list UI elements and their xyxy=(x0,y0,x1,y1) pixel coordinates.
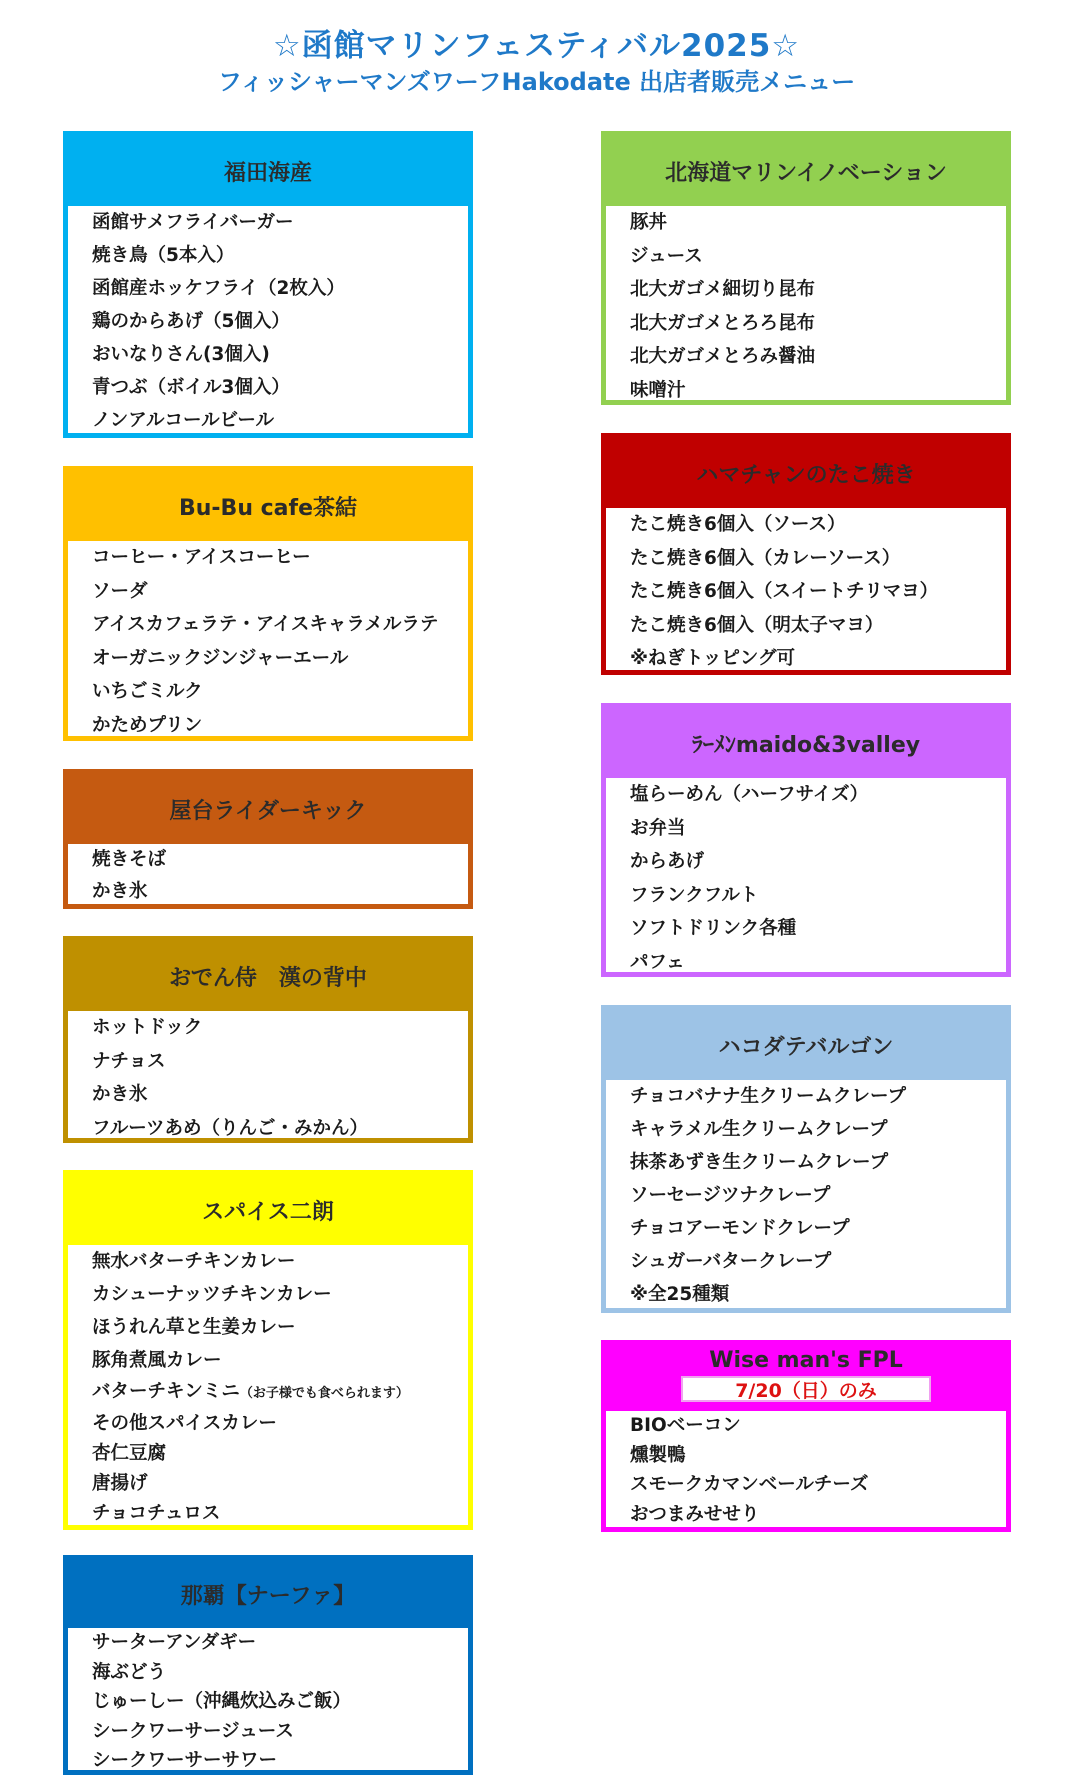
menu-item: 青つぶ（ボイル3個入） xyxy=(92,377,290,398)
menu-item: じゅーしー（沖縄炊込みご飯） xyxy=(92,1691,352,1712)
menu-item: 味噌汁 xyxy=(630,379,686,401)
vendor-yatai xyxy=(63,769,473,909)
vendor-fukuda xyxy=(63,131,473,438)
menu-item: 北大ガゴメとろみ醤油 xyxy=(630,346,816,367)
vendor-hakodate-menu xyxy=(606,1080,1006,1311)
menu-item: たこ焼き6個入（カレーソース） xyxy=(630,547,901,569)
menu-item: シークワーサージュース xyxy=(92,1720,294,1742)
vendor-oden-menu xyxy=(68,1011,468,1145)
menu-item: ほうれん草と生姜カレー xyxy=(92,1317,296,1338)
menu-item: チョコバナナ生クリームクレープ xyxy=(630,1086,907,1107)
menu-item: 豚丼 xyxy=(630,212,668,233)
vendor-wise-title: Wise man's FPL xyxy=(709,1348,903,1373)
menu-item xyxy=(92,1377,468,1409)
menu-item: からあげ xyxy=(630,851,705,872)
vendor-fukuda-menu xyxy=(68,206,468,437)
vendor-wise-date-note: 7/20（日）のみ xyxy=(681,1376,931,1402)
vendor-hama xyxy=(601,433,1011,675)
menu-item: 北大ガゴメ細切り昆布 xyxy=(630,279,816,300)
vendor-hama-header: ハマチャンのたこ焼き xyxy=(606,438,1006,508)
vendor-hokkaido-header: 北海道マリンイノベーション xyxy=(606,136,1006,206)
vendor-naha xyxy=(63,1555,473,1775)
menu-item: 焼きそば xyxy=(92,849,167,870)
vendor-spice-menu xyxy=(68,1245,468,1529)
vendor-hokkaido-menu xyxy=(606,206,1006,407)
menu-item: ソフトドリンク各種 xyxy=(630,918,797,939)
menu-item: BIOベーコン xyxy=(630,1415,741,1436)
vendor-ramen-header: ﾗｰﾒﾝmaido&3valley xyxy=(606,708,1006,778)
menu-item: おつまみせせり xyxy=(630,1503,760,1525)
menu-item: 燻製鴨 xyxy=(630,1444,686,1466)
vendor-oden xyxy=(63,936,473,1143)
menu-item: チョコアーモンドクレープ xyxy=(630,1218,850,1239)
menu-item: おいなりさん(3個入) xyxy=(92,344,270,365)
vendor-hakodate xyxy=(601,1005,1011,1313)
vendor-hama-menu xyxy=(606,508,1006,676)
vendor-naha-menu xyxy=(68,1628,468,1776)
menu-item: シークワーサーサワー xyxy=(92,1750,278,1771)
vendor-fukuda-header: 福田海産 xyxy=(68,136,468,206)
vendor-wise-header xyxy=(606,1345,1006,1411)
menu-item: 焼き鳥（5本入） xyxy=(92,245,235,266)
menu-item: 抹茶あずき生クリームクレープ xyxy=(630,1152,889,1173)
vendor-wise xyxy=(601,1340,1011,1532)
menu-item: サーターアンダギー xyxy=(92,1632,257,1653)
page-subtitle: フィッシャーマンズワーフHakodate 出店者販売メニュー xyxy=(217,68,856,96)
vendor-spice xyxy=(63,1170,473,1530)
menu-item: たこ焼き6個入（スイートチリマヨ） xyxy=(630,581,939,602)
menu-item: アイスカフェラテ・アイスキャラメルラテ xyxy=(92,614,439,635)
menu-item: ※全25種類 xyxy=(630,1284,730,1305)
menu-item: 豚角煮風カレー xyxy=(92,1350,222,1371)
menu-item: お弁当 xyxy=(630,817,686,839)
menu-item: いちごミルク xyxy=(92,681,203,702)
menu-item: フランクフルト xyxy=(630,884,759,906)
vendor-hokkaido xyxy=(601,131,1011,405)
menu-item: ナチョス xyxy=(92,1050,166,1072)
menu-item: チョコチュロス xyxy=(92,1503,221,1524)
menu-item: たこ焼き6個入（ソース） xyxy=(630,514,846,535)
menu-item: 北大ガゴメとろろ昆布 xyxy=(630,312,816,334)
menu-item: 唐揚げ xyxy=(92,1473,148,1494)
menu-item: フルーツあめ（りんご・みかん） xyxy=(92,1117,369,1139)
menu-item: キャラメル生クリームクレープ xyxy=(630,1119,888,1140)
vendor-oden-header: おでん侍 漢の背中 xyxy=(68,941,468,1011)
menu-item: その他スパイスカレー xyxy=(92,1413,277,1434)
menu-item: カシューナッツチキンカレー xyxy=(92,1284,332,1305)
vendor-naha-header: 那覇【ナーファ】 xyxy=(68,1560,468,1628)
vendor-yatai-menu xyxy=(68,844,468,908)
vendor-yatai-header: 屋台ライダーキック xyxy=(68,774,468,844)
menu-item: 塩らーめん（ハーフサイズ） xyxy=(630,784,869,805)
menu-item: 杏仁豆腐 xyxy=(92,1443,167,1464)
menu-item: かき氷 xyxy=(92,881,148,902)
menu-item: 鶏のからあげ（5個入） xyxy=(92,311,290,332)
menu-item: ノンアルコールビール xyxy=(92,410,275,431)
menu-item: かためプリン xyxy=(92,714,203,736)
vendor-bubu-menu xyxy=(68,541,468,742)
vendor-ramen-menu xyxy=(606,778,1006,979)
menu-item-label: バターチキンミニ xyxy=(92,1381,240,1402)
vendor-bubu xyxy=(63,466,473,741)
menu-item: 函館産ホッケフライ（2枚入） xyxy=(92,278,345,299)
vendor-wise-menu xyxy=(606,1411,1006,1529)
menu-item: スモークカマンベールチーズ xyxy=(630,1474,869,1495)
menu-item: たこ焼き6個入（明太子マヨ） xyxy=(630,614,884,636)
menu-item: コーヒー・アイスコーヒー xyxy=(92,547,311,568)
vendor-bubu-header: Bu-Bu cafe茶結 xyxy=(68,471,468,541)
vendor-hakodate-header: ハコダテバルゴン xyxy=(606,1010,1006,1080)
vendor-spice-header: スパイス二朗 xyxy=(68,1175,468,1245)
menu-item: シュガーバタークレープ xyxy=(630,1251,832,1272)
menu-item: ソーセージツナクレープ xyxy=(630,1185,831,1206)
menu-item: パフェ xyxy=(630,951,685,973)
menu-item: オーガニックジンジャーエール xyxy=(92,647,349,669)
menu-item: 無水バターチキンカレー xyxy=(92,1251,296,1272)
menu-item-note: （お子様でも食べられます） xyxy=(239,1386,409,1401)
menu-item: ジュース xyxy=(630,245,703,267)
page-title: ☆函館マリンフェスティバル2025☆ xyxy=(272,28,801,64)
menu-item: ソーダ xyxy=(92,580,148,602)
vendor-ramen xyxy=(601,703,1011,977)
menu-item: ホットドック xyxy=(92,1017,203,1038)
menu-item: かき氷 xyxy=(92,1084,148,1105)
menu-item: ※ねぎトッピング可 xyxy=(630,648,796,669)
menu-item: 函館サメフライバーガー xyxy=(92,212,294,233)
menu-item: 海ぶどう xyxy=(92,1661,167,1683)
